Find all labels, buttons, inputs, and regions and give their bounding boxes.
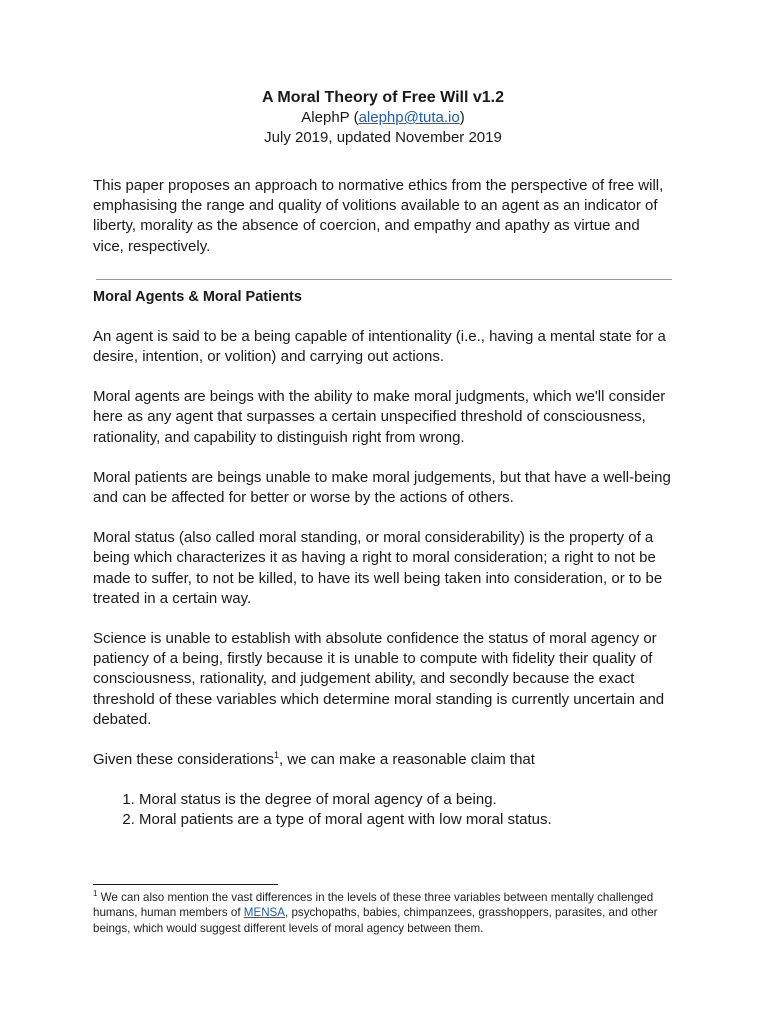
paper-page bbox=[93, 88, 673, 831]
footnote-text-tail: , psychopaths, babies, chimpanzees, grasshoppers, parasites, and other beings, which would suggest different levels of moral agency between them. bbox=[93, 906, 658, 935]
paragraph-moral-status: Moral status (also called moral standing, or moral considerability) is the property of a being which characterizes it as having a right to moral consideration; a right to not be made to suffer, to not be killed, to have its well being taken into consideration, or to be treated in a certain way. bbox=[93, 529, 663, 607]
paper-author bbox=[93, 108, 673, 128]
paragraph-claim-intro bbox=[93, 750, 673, 770]
paragraph-science: Science is unable to establish with absolute confidence the status of moral agency or patiency of a being, firstly because it is unable to compute with fidelity their quality of consciousness, rationality, and judgement ability, and secondly because the exact threshold of these variables which determine moral standing is currently uncertain and debated. bbox=[93, 630, 665, 728]
section-heading: Moral Agents & Moral Patients bbox=[93, 288, 302, 305]
section-divider bbox=[96, 279, 672, 280]
mensa-link[interactable]: MENSA bbox=[243, 906, 286, 920]
author-name: AlephP ( bbox=[301, 109, 359, 126]
claim-intro-tail: , we can make a reasonable claim that bbox=[278, 751, 535, 769]
list-item: 2. Moral patients are a type of moral agent with low moral status. bbox=[139, 810, 673, 830]
paragraph-moral-agents: Moral agents are beings with the ability to make moral judgments, which we'll consider here as any agent that surpasses a certain unspecified threshold of consciousness, rationality, and capability to distinguish right from wrong. bbox=[93, 388, 666, 446]
footnote-text: We can also mention the vast differences in the levels of these three variables between mentally challenged humans, human members of bbox=[93, 891, 654, 920]
claims-list bbox=[93, 790, 673, 830]
footnote-ref[interactable]: 1 bbox=[273, 750, 279, 761]
footnote-separator bbox=[93, 884, 278, 885]
claim-intro-text: Given these considerations bbox=[93, 751, 274, 769]
paragraph-agent: An agent is said to be a being capable of intentionality (i.e., having a mental state for a desire, intention, or volition) and carrying out actions. bbox=[93, 327, 666, 366]
author-email-link[interactable]: alephp@tuta.io bbox=[358, 109, 460, 126]
author-close: ) bbox=[459, 109, 465, 126]
list-item: 1. Moral status is the degree of moral agency of a being. bbox=[139, 790, 673, 810]
paper-abstract: This paper proposes an approach to normative ethics from the perspective of free will, emphasising the range and quality of volitions available to an agent as an indicator of liberty, morality as the absence of coercion, and empathy and apathy as virtue and vice, respectively. bbox=[93, 177, 664, 255]
footnote bbox=[93, 890, 675, 936]
paper-date: July 2019, updated November 2019 bbox=[264, 129, 502, 146]
paragraph-moral-patients: Moral patients are beings unable to make moral judgements, but that have a well-being and can be affected for better or worse by the actions of others. bbox=[93, 468, 671, 507]
paper-title: A Moral Theory of Free Will v1.2 bbox=[262, 89, 504, 106]
footnote-marker: 1 bbox=[93, 889, 98, 899]
